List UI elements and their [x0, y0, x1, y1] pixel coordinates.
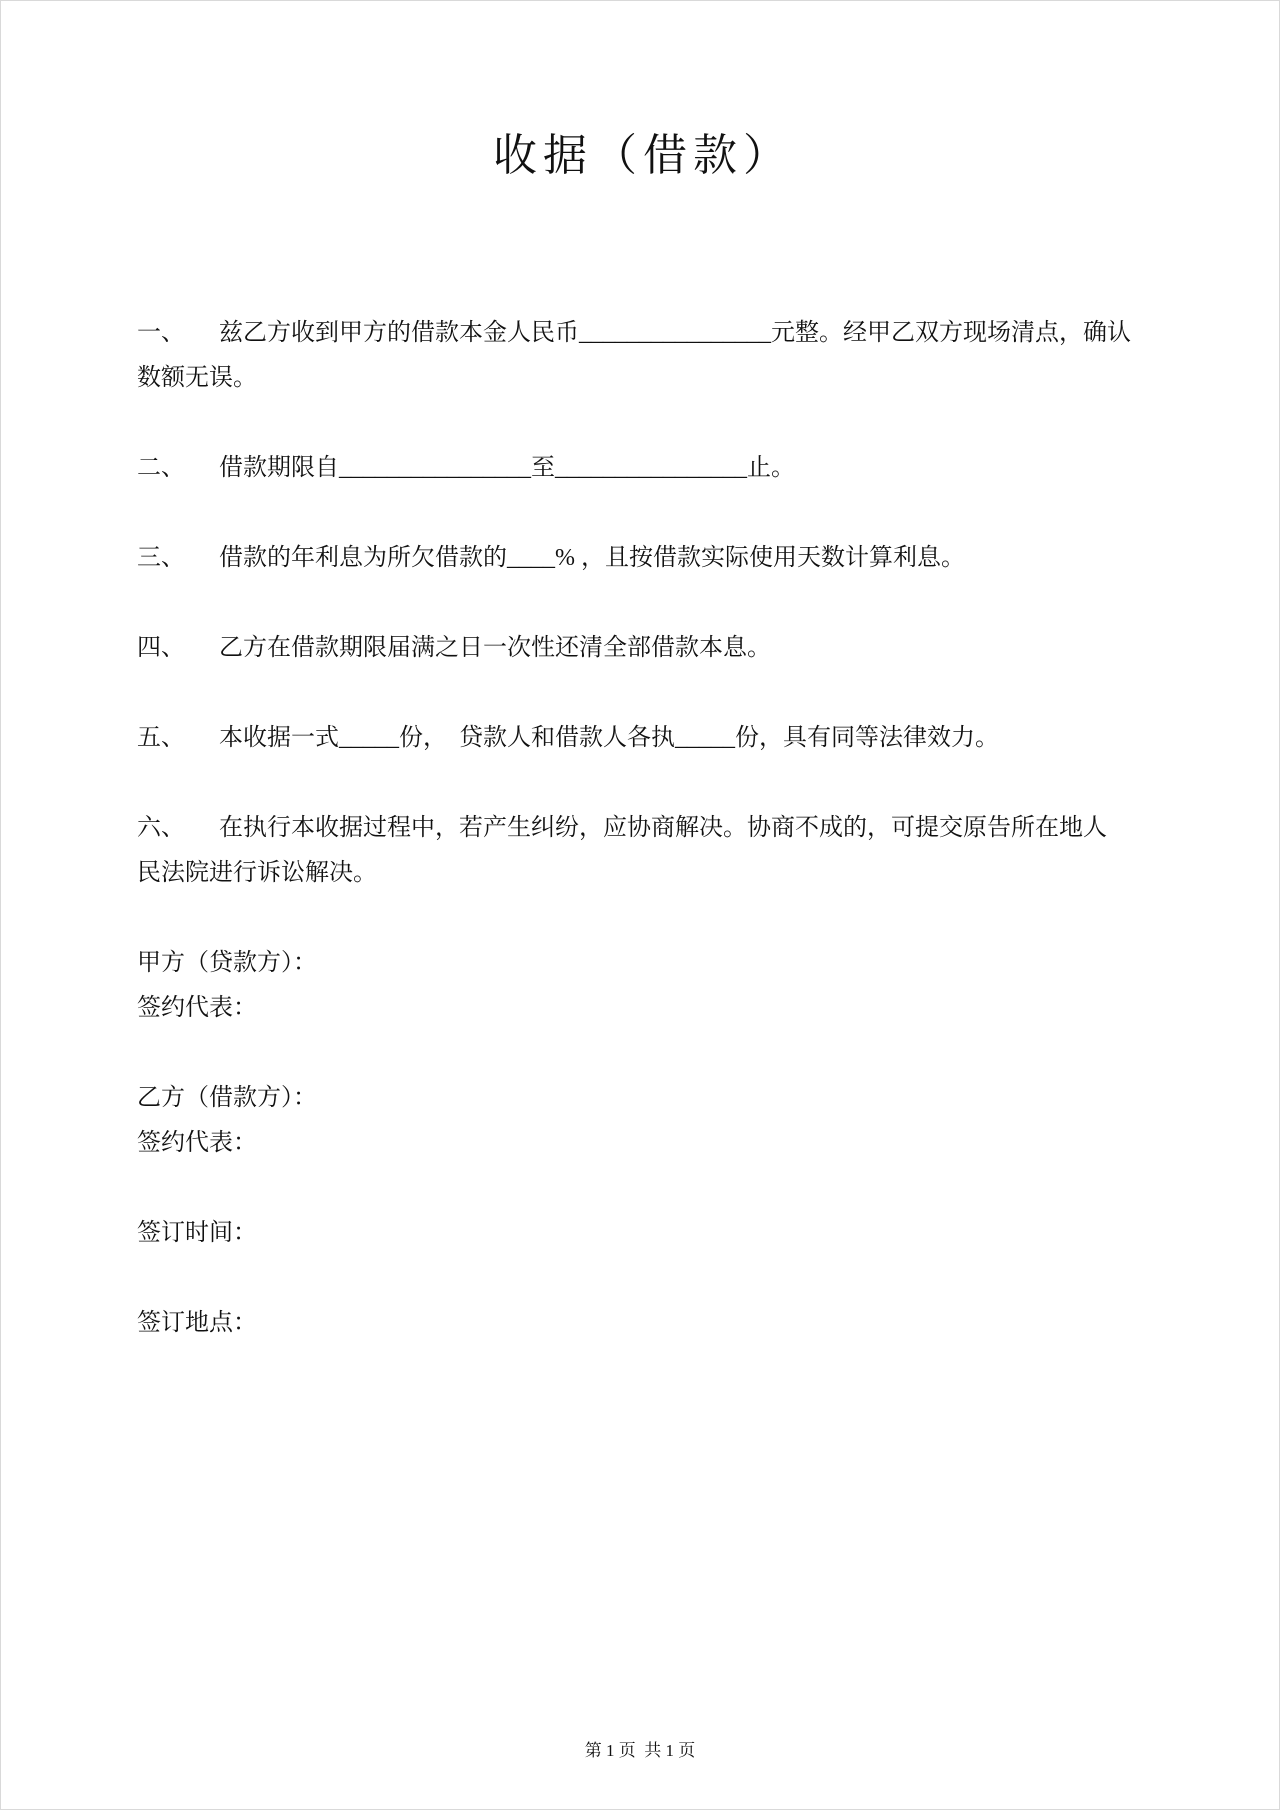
- clause-2-line-1: [137, 446, 1149, 491]
- clause-4-text: 乙方在借款期限届满之日一次性还清全部借款本息。: [219, 635, 771, 661]
- clause-5-line-1: [137, 716, 1149, 761]
- clause-2: [137, 446, 1149, 491]
- clause-1-line-1: [137, 311, 1149, 356]
- clause-1-text: 兹乙方收到甲方的借款本金人民币________________元整。经甲乙双方现场清点，确认: [219, 320, 1131, 346]
- clause-6-line-1: [137, 806, 1149, 851]
- party-a-representative-label: 签约代表：: [137, 995, 257, 1021]
- clause-5: [137, 716, 1149, 761]
- party-a-group: [137, 941, 1149, 1031]
- clause-1-number: 一、: [137, 320, 185, 346]
- clause-6-number: 六、: [137, 815, 185, 841]
- clause-1-line-2: 数额无误。: [137, 365, 257, 391]
- clause-1: [137, 311, 1149, 401]
- clause-3-text: 借款的年利息为所欠借款的____% ，且按借款实际使用天数计算利息。: [219, 545, 965, 571]
- clause-5-number: 五、: [137, 725, 185, 751]
- clause-3-number: 三、: [137, 545, 185, 571]
- party-b-group: [137, 1076, 1149, 1166]
- clause-4: [137, 626, 1149, 671]
- clause-5-text: 本收据一式_____份， 贷款人和借款人各执_____份，具有同等法律效力。: [219, 725, 999, 751]
- clause-3-line-1: [137, 536, 1149, 581]
- signing-place-group: [137, 1301, 1149, 1346]
- clause-6-text: 在执行本收据过程中，若产生纠纷，应协商解决。协商不成的，可提交原告所在地人: [219, 815, 1107, 841]
- signature-block: [137, 941, 1149, 1346]
- signing-date-group: [137, 1211, 1149, 1256]
- clause-6: [137, 806, 1149, 896]
- page-footer: 第 1 页 共 1 页: [584, 1741, 696, 1760]
- clause-2-number: 二、: [137, 455, 185, 481]
- signing-date-label: 签订时间：: [137, 1220, 257, 1246]
- clause-4-line-1: [137, 626, 1149, 671]
- party-b-label: 乙方（借款方）：: [137, 1085, 317, 1111]
- clause-2-text: 借款期限自________________至________________止。: [219, 455, 795, 481]
- signing-place-label: 签订地点：: [137, 1310, 257, 1336]
- party-b-representative-label: 签约代表：: [137, 1130, 257, 1156]
- clause-6-line-2: 民法院进行诉讼解决。: [137, 860, 377, 886]
- document-title: 收据（借款）: [493, 131, 793, 180]
- clause-4-number: 四、: [137, 635, 185, 661]
- clause-3: [137, 536, 1149, 581]
- party-a-label: 甲方（贷款方）：: [137, 950, 317, 976]
- document-content: [137, 119, 1149, 1391]
